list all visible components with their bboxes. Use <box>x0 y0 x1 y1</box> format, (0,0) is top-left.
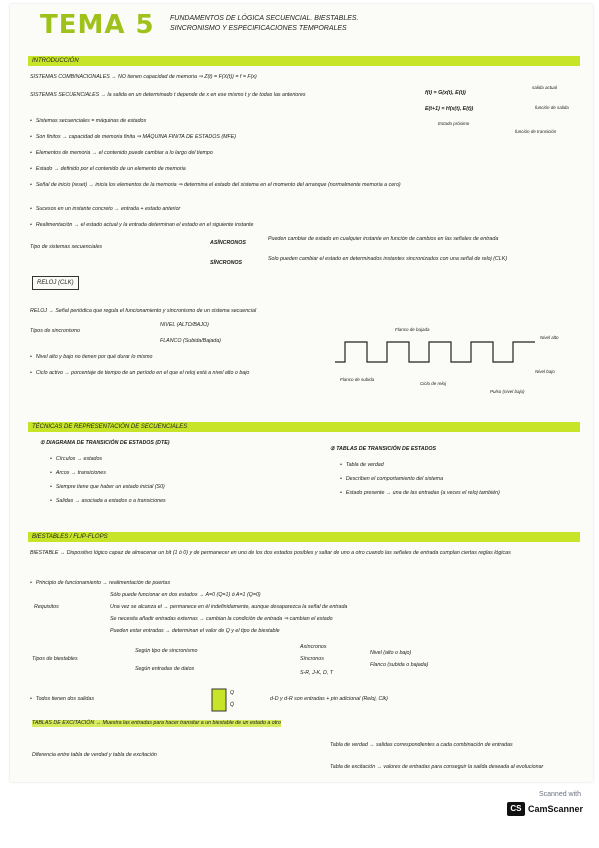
entradas-extra: d-D y d-R son entradas + pin adicional (Reloj, Clk) <box>270 696 388 702</box>
intro-bullet-5: • Señal de inicio (reset) → inicia los elementos de la memoria ⇒ determina el estado del sistema en el momento del arranque (normalmente memoria a cero) <box>30 182 575 189</box>
requisito-2: Una vez se alcanza el → permanece en él indefinidamente, aunque desaparezca la señal de entrada <box>110 604 348 610</box>
intro-line-2: SISTEMAS SECUENCIALES → la salida en un determinado t depende de x en ese mismo t y de todas las anteriores <box>30 92 306 98</box>
dte-item-2: • Arcos → transiciones <box>50 470 106 477</box>
scanner-name: CamScanner <box>527 804 583 814</box>
reloj-bullet-2: • Ciclo activo → porcentaje de tiempo de un período en el que el reloj está a nivel alto o bajo <box>30 370 330 377</box>
biestable-outputs-box <box>210 687 240 713</box>
tipo-flanco: Flanco (subida o bajada) <box>370 662 429 668</box>
note-estado-proximo: Estado próximo <box>438 121 470 126</box>
tabla-excitacion-def: Tabla de excitación → valores de entradas para conseguir la salida deseada al evolucionar <box>330 764 544 770</box>
scanner-caption: Scanned with <box>538 791 581 798</box>
intro-bullet-1: • Sistemas secuenciales = máquinas de estados <box>30 118 146 125</box>
tabla-verdad-def: Tabla de verdad → salidas correspondientes a cada combinación de entradas <box>330 742 513 748</box>
dte-item-3: • Siempre tiene que haber un estado inicial (S0) <box>50 484 165 491</box>
clock-waveform <box>335 334 535 374</box>
intro-bullet-3: • Elementos de memoria → el contenido puede cambiar a lo largo del tiempo <box>30 150 213 157</box>
reloj-bullet-1: • Nivel alto y bajo no tienen por qué durar lo mismo <box>30 354 152 361</box>
tipos-datos: S-R, J-K, D, T <box>300 670 333 676</box>
camscanner-watermark <box>503 791 589 833</box>
camscanner-logo-icon: CS <box>507 802 525 816</box>
label-ciclo-reloj: Ciclo de reloj <box>420 381 447 386</box>
dte-item-4: • Salidas → asociada a estados o a transiciones <box>50 498 166 505</box>
biestable-def: BIESTABLE → Dispositivo lógico capaz de almacenar un bit (1 ó 0) y de permanecer en uno de los dos estados posibles y saltar de uno a otro cuando las señales de entrada cumplan ciertas reglas lógicas <box>30 550 511 556</box>
dte-title: ① DIAGRAMA DE TRANSICIÓN DE ESTADOS (DTE) <box>40 440 170 446</box>
diferencia-tablas: Diferencia entre tabla de verdad y tabla de excitación <box>32 752 157 758</box>
label-flanco-bajada: Flanco de bajada <box>395 327 430 332</box>
dte-item-1: • Círculos → estados <box>50 456 102 463</box>
label-flanco-subida: Flanco de subida <box>340 377 375 382</box>
equation-1: f(t) = G(x(t), E(t)) <box>425 90 466 96</box>
segun-sincronismo: Según tipo de sincronismo <box>135 648 198 654</box>
section-tecnicas: TÉCNICAS DE REPRESENTACIÓN DE SECUENCIALES <box>28 422 580 432</box>
tipo-nivel: Nivel (alto o bajo) <box>370 650 412 656</box>
intro-bullet-2: • Son finitos → capacidad de memoria finita ⇒ MÁQUINA FINITA DE ESTADOS (MFE) <box>30 134 236 141</box>
biestable-principio: • Principio de funcionamiento → realimentación de puertas <box>30 580 170 587</box>
intro-bullet-7: • Realimentación → el estado actual y la entrada determinan el estado en el siguiente instante <box>30 222 253 229</box>
page-title: TEMA 5 <box>40 10 155 40</box>
tablas-item-3: • Estado presente → una de las entradas (a veces el reloj también) <box>340 490 570 497</box>
output-qbar: Q̄ <box>230 702 235 708</box>
note-funcion-transicion: función de transición <box>515 129 557 134</box>
section-reloj: RELOJ (CLK) <box>32 276 79 290</box>
tipos-biestables: Tipos de biestables <box>32 656 78 662</box>
subtitle-line2: SINCRONISMO Y ESPECIFICACIONES TEMPORALES <box>170 25 347 32</box>
dos-salidas: • Todos tienen dos salidas <box>30 696 94 703</box>
page-subtitle <box>170 14 590 34</box>
intro-bullet-4: • Estado → definido por el contenido de un elemento de memoria <box>30 166 186 173</box>
output-q: Q <box>230 690 235 696</box>
requisito-4: Pueden estar entradas → determinan el valor de Q y el tipo de biestable <box>110 628 280 634</box>
segun-entradas: Según entradas de datos <box>135 666 195 672</box>
section-introduccion: INTRODUCCIÓN <box>28 56 580 66</box>
note-funcion-salida: función de salida <box>535 105 569 110</box>
label-nivel-bajo: Nivel bajo <box>535 369 555 374</box>
tablas-item-2: • Describen el comportamiento del sistema <box>340 476 443 483</box>
reloj-line-1: RELOJ → Señal periódica que regula el funcionamiento y sincronismo de un sistema secuencial <box>30 308 257 314</box>
requisitos-label: Requisitos <box>34 604 59 610</box>
sincronismo-flanco: FLANCO (Subida/Bajada) <box>160 338 221 344</box>
equation-2: E(t+1) = H(x(t), E(t)) <box>425 106 474 112</box>
label-nivel-alto: Nivel alto <box>540 335 559 340</box>
notebook-page <box>10 4 593 782</box>
intro-bullet-6: • Sucesos en un instante concreto → entrada + estado anterior <box>30 206 180 213</box>
tipo-sincronos-label: SÍNCRONOS <box>210 260 243 266</box>
tipo-sincronos-desc: Solo pueden cambiar el estado en determinados instantes sincronizados con una señal de reloj (CLK) <box>268 256 508 262</box>
tablas-item-1: • Tabla de verdad <box>340 462 384 469</box>
tipo-asincronos-label: ASÍNCRONOS <box>210 240 246 246</box>
sincronismo-nivel: NIVEL (ALTO/BAJO) <box>160 322 209 328</box>
note-salida-actual: salida actual <box>532 85 558 90</box>
tablas-title: ② TABLAS DE TRANSICIÓN DE ESTADOS <box>330 446 437 452</box>
tipo-sincronos: Síncronos <box>300 656 324 662</box>
section-biestables: BIESTABLES / FLIP-FLOPS <box>28 532 580 542</box>
tipos-sistemas-label: Tipo de sistemas secuenciales <box>30 244 103 250</box>
tipo-asincronos: Asíncronos <box>300 644 327 650</box>
requisito-3: Se necesita añadir entradas externas → cambian la condición de entrada ⇒ cambian el estado <box>110 616 333 622</box>
sincronismo-tipos: Tipos de sincronismo <box>30 328 80 334</box>
subtitle-line1: FUNDAMENTOS DE LÓGICA SECUENCIAL. BIESTABLES. <box>170 15 359 22</box>
label-pulso: Pulso (nivel bajo) <box>490 389 525 394</box>
intro-line-1: SISTEMAS COMBINACIONALES → NO tienen capacidad de memoria ⇒ Z(t) = F(X(t)) = f = F(x) <box>30 74 257 80</box>
tipo-asincronos-desc: Pueden cambiar de estado en cualquier instante en función de cambios en las señales de entrada <box>268 236 499 242</box>
section-excitacion: TABLAS DE EXCITACIÓN → Muestra las entradas para hacer transitar a un biestable de un estado a otro <box>32 720 281 726</box>
requisito-1: Sólo puede funcionar en dos estados → A=0 (Q=1) ó A=1 (Q=0) <box>110 592 261 598</box>
scanner-badge <box>503 800 589 818</box>
